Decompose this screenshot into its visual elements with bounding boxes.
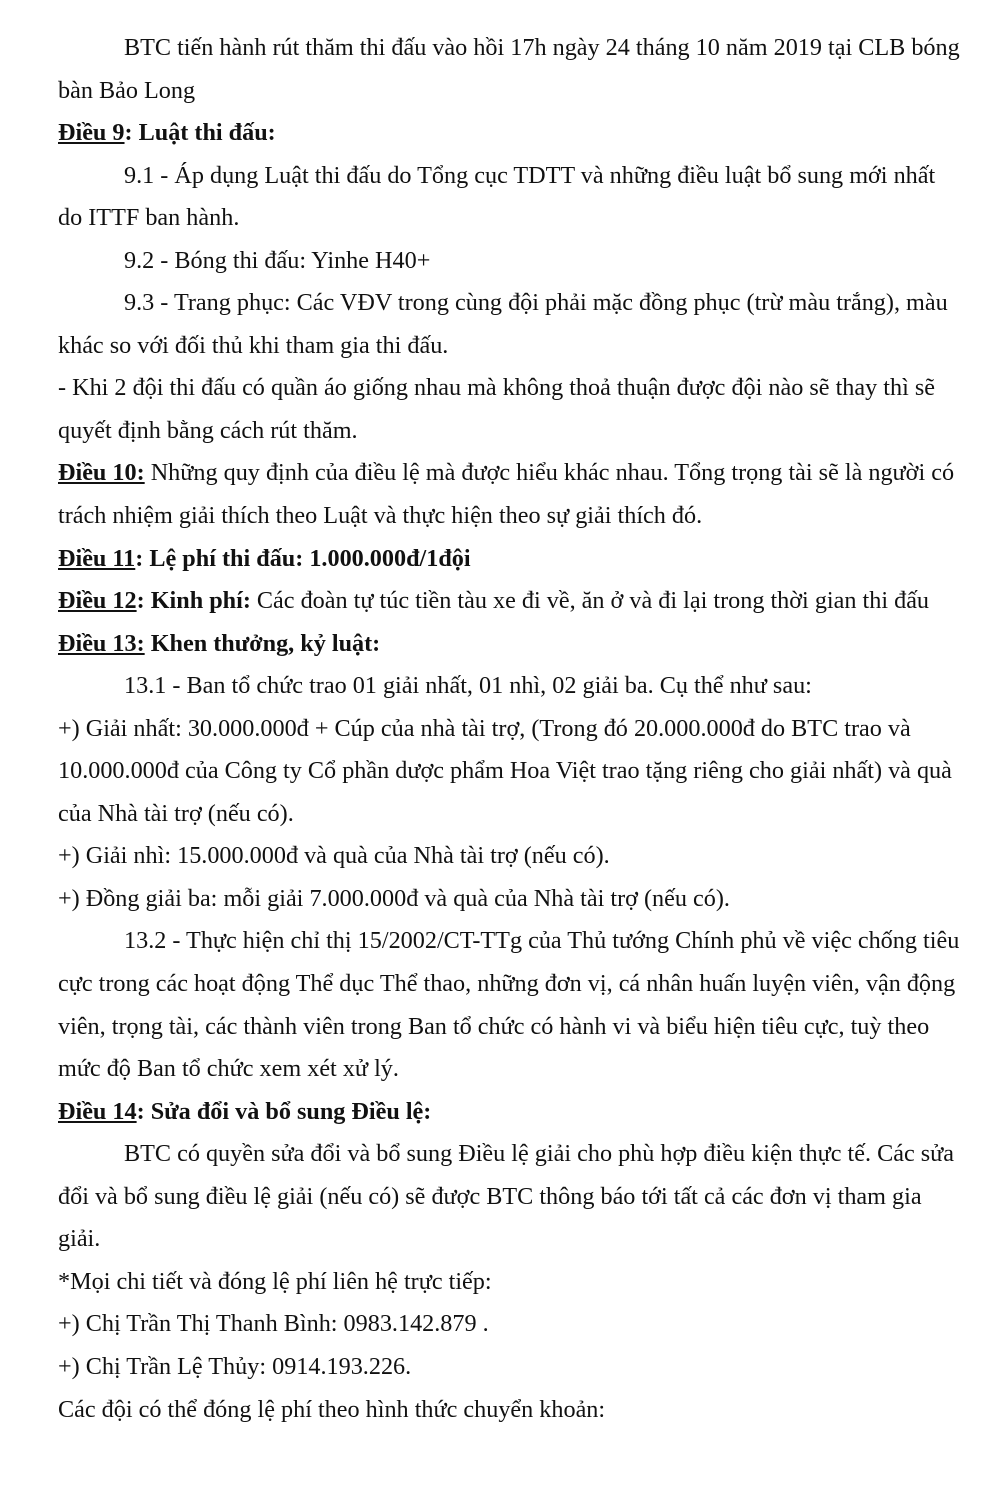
- article-11-heading: [58, 538, 963, 581]
- article-14-title: : Sửa đổi và bổ sung Điều lệ:: [136, 1097, 432, 1125]
- second-prize-item: +) Giải nhì: 15.000.000đ và quà của Nhà tài trợ (nếu có).: [58, 842, 610, 870]
- article-9-label: Điều 9: [58, 119, 125, 147]
- article-10-text: Những quy định của điều lệ mà được hiểu khác nhau. Tổng trọng tài sẽ là người có trách nhiệm giải thích theo Luật và thực hiện theo sự giải thích đó.: [58, 459, 955, 530]
- article-9-2-paragraph: 9.2 - Bóng thi đấu: Yinhe H40+: [124, 246, 431, 274]
- article-12-paragraph: [58, 580, 963, 623]
- article-14-heading: [58, 1091, 963, 1134]
- article-13-2-paragraph: 13.2 - Thực hiện chỉ thị 15/2002/CT-TTg của Thủ tướng Chính phủ về việc chống tiêu cực trong các hoạt động Thể dục Thể thao, những đơn vị, cá nhân huấn luyện viên, vận động viên, trọng tài, các thành viên trong Ban tổ chức có hành vi và biểu hiện tiêu cực, tuỳ theo mức độ Ban tổ chức xem xét xử lý.: [58, 927, 960, 1083]
- article-9-3-paragraph: 9.3 - Trang phục: Các VĐV trong cùng đội phải mặc đồng phục (trừ màu trắng), màu khác so với đối thủ khi tham gia thi đấu.: [58, 289, 948, 359]
- article-10-label: Điều 10:: [58, 459, 145, 487]
- article-9-title: : Luật thi đấu:: [124, 119, 276, 147]
- article-11-label: Điều 11: [58, 544, 136, 572]
- contact-item: +) Chị Trần Lệ Thủy: 0914.193.226.: [58, 1352, 412, 1380]
- article-12-label: Điều 12: [58, 587, 137, 615]
- article-13-label: Điều 13:: [58, 629, 145, 657]
- article-11-title: : Lệ phí thi đấu: 1.000.000đ/1đội: [135, 544, 471, 572]
- article-13-1-paragraph: 13.1 - Ban tổ chức trao 01 giải nhất, 01 nhì, 02 giải ba. Cụ thể như sau:: [124, 672, 812, 700]
- article-9-1-paragraph: 9.1 - Áp dụng Luật thi đấu do Tổng cục TDTT và những điều luật bổ sung mới nhất do ITTF ban hành.: [58, 161, 936, 232]
- first-prize-item: +) Giải nhất: 30.000.000đ + Cúp của nhà tài trợ, (Trong đó 20.000.000đ do BTC trao và 10.000.000đ của Công ty Cổ phần dược phẩm Hoa Việt trao tặng riêng cho giải nhất) và quà của Nhà tài trợ (nếu có).: [58, 714, 952, 827]
- article-12-title: : Kinh phí:: [136, 587, 251, 615]
- article-10-paragraph: [58, 452, 963, 537]
- article-12-text: Các đoàn tự túc tiền tàu xe đi về, ăn ở và đi lại trong thời gian thi đấu: [250, 587, 930, 615]
- intro-paragraph: BTC tiến hành rút thăm thi đấu vào hồi 17h ngày 24 tháng 10 năm 2019 tại CLB bóng bàn Bảo Long: [58, 34, 960, 104]
- article-9-note-paragraph: - Khi 2 đội thi đấu có quần áo giống nhau mà không thoả thuận được đội nào sẽ thay thì sẽ quyết định bằng cách rút thăm.: [58, 374, 935, 444]
- article-14-paragraph: BTC có quyền sửa đổi và bổ sung Điều lệ giải cho phù hợp điều kiện thực tế. Các sửa đổi và bổ sung điều lệ giải (nếu có) sẽ được BTC thông báo tới tất cả các đơn vị tham gia giải.: [58, 1140, 954, 1253]
- contact-item: +) Chị Trần Thị Thanh Bình: 0983.142.879 .: [58, 1310, 489, 1338]
- article-13-heading: [58, 623, 963, 666]
- third-prize-item: +) Đồng giải ba: mỗi giải 7.000.000đ và quà của Nhà tài trợ (nếu có).: [58, 884, 730, 912]
- article-13-title: Khen thưởng, kỷ luật:: [144, 629, 381, 657]
- article-9-heading: [58, 112, 963, 155]
- transfer-note: Các đội có thể đóng lệ phí theo hình thức chuyển khoản:: [58, 1395, 606, 1423]
- document-body: [58, 27, 963, 1431]
- article-14-label: Điều 14: [58, 1097, 137, 1125]
- contact-heading: *Mọi chi tiết và đóng lệ phí liên hệ trực tiếp:: [58, 1267, 492, 1295]
